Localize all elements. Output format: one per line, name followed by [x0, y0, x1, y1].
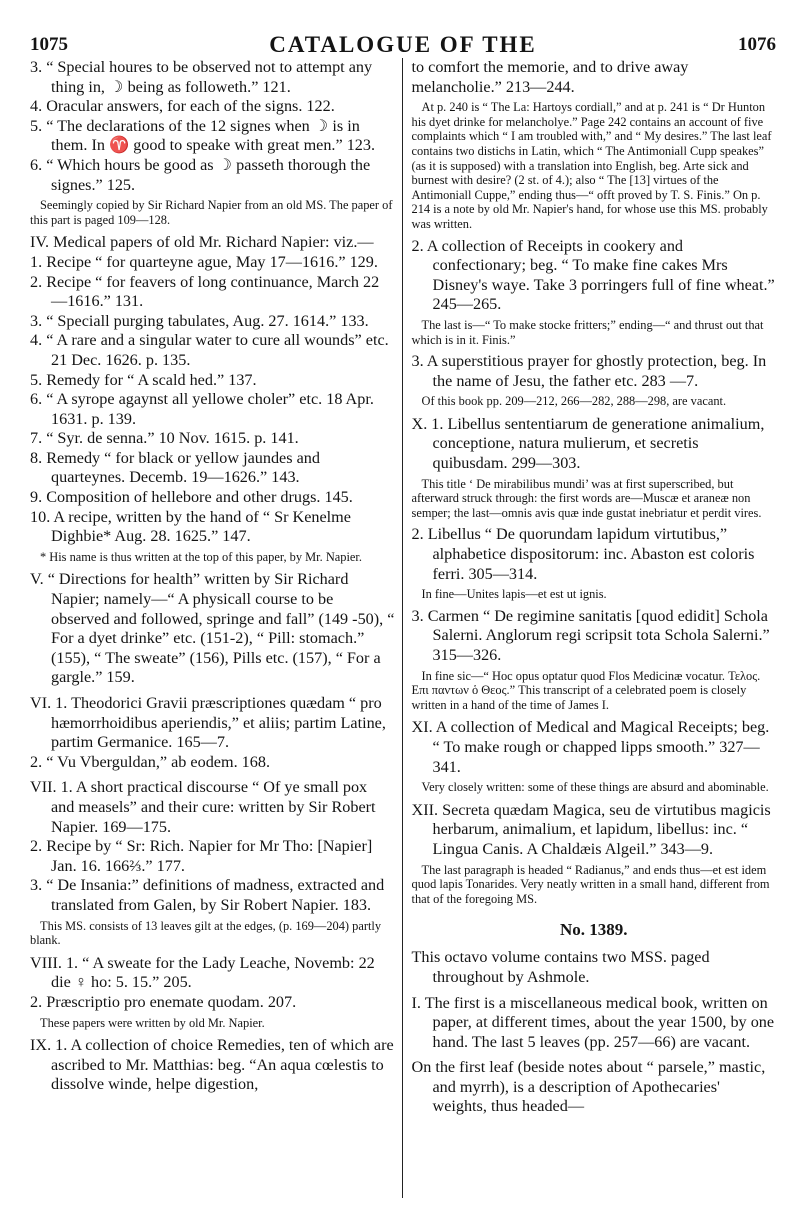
entry: 2. Recipe “ for feavers of long continuance, March 22—1616.” 131. [30, 272, 380, 311]
entry: 9. Composition of hellebore and other drugs. 145. [30, 488, 353, 507]
note: In fine sic—“ Hoc opus optatur quod Flos Medicinæ vocatur. Τελος. Επι παντων ὁ Θεος.” This transcript of a celebrated poem is closely written in a hand of the time of James I. [411, 668, 761, 712]
entry: On the first leaf (beside notes about “ parsele,” mastic, and myrrh), is a description of Apothecaries' weights, thus headed— [411, 1058, 766, 1116]
entry: 2. Libellus “ De quorundam lapidum virtutibus,” alphabetice dispositorum: inc. Abaston est coloris ferri. 305—314. [411, 525, 755, 583]
left-page-number: 1075 [30, 34, 68, 55]
note: This MS. consists of 13 leaves gilt at the edges, (p. 169—204) partly blank. [30, 918, 382, 948]
entry: 10. A recipe, written by the hand of “ Sr Kenelme Dighbie* Aug. 28. 1625.” 147. [30, 507, 351, 546]
manuscript-number-heading: No. 1389. [559, 920, 628, 940]
entry: 8. Remedy “ for black or yellow jaundes and quarteynes. Decemb. 19—1626.” 143. [30, 448, 320, 487]
right-page-number: 1076 [738, 34, 776, 55]
note: The last paragraph is headed “ Radianus,” and ends thus—et est idem quod lapis Tonarides. Very neatly written in a small hand, different from that of the foregoing MS. [411, 862, 770, 906]
entry: 5. Remedy for “ A scald hed.” 137. [30, 370, 257, 389]
entry: 3. Carmen “ De regimine sanitatis [quod edidit] Schola Salerni. Anglorum regi scripsit tota Schola Salerni.” 315—326. [411, 606, 770, 664]
entry: 1. Recipe “ for quarteyne ague, May 17—1616.” 129. [30, 252, 378, 271]
section-heading: IV. Medical papers of old Mr. Richard Napier: viz.— [30, 233, 374, 252]
note: These papers were written by old Mr. Napier. [40, 1015, 265, 1030]
entry: 4. Oracular answers, for each of the signs. 122. [30, 97, 335, 116]
entry: 7. “ Syr. de senna.” 10 Nov. 1615. p. 141. [30, 429, 299, 448]
note: Very closely written: some of these things are absurd and abominable. [421, 780, 769, 795]
note: Of this book pp. 209—212, 266—282, 288—298, are vacant. [421, 394, 727, 409]
entry: 3. “ Special houres to be observed not to attempt any thing in, ☽ being as followeth.” 121. [30, 58, 373, 96]
entry: 2. Recipe by “ Sr: Rich. Napier for Mr Tho: [Napier] Jan. 16. 166⅔.” 177. [30, 837, 373, 875]
note: At p. 240 is “ The La: Hartoys cordiall,” and at p. 241 is “ Dr Hunton his dyet drinke for melancholye.” Page 242 contains an account of five complaints which “ I am troubled with,” and “ My desires.” The last leaf contains two distichs in Latin, which “ The Antimoniall Cupp speakes” (as it is supposed) with a translation into English, beg. Arte sick and burnest with desire? (2 st. of 4.); also “ The [13] virtues of the Antimoniall Cuppe,” ending thus—“ offt proved by T. S. Finis.” On p. 214 is a note by old Mr. Napier's hand, for whose use this MS. probably was written. [411, 100, 772, 231]
section-heading: V. “ Directions for health” written by Sir Richard Napier; namely—“ A physicall course to be observed and followed, springe and fall” (149 -50), “ For a dyet drinke” etc. (151-2), “ Pill: stomach.” (155), “ The sweate” (156), Pills etc. (157), “ For a gargle.” 159. [30, 570, 395, 687]
note: In fine—Unites lapis—et est ut ignis. [421, 587, 607, 602]
entry: 2. A collection of Receipts in cookery and confectionary; beg. “ To make fine cakes Mrs Disney's waye. Take 3 porringers full of fine wheat.” 245—265. [411, 236, 775, 314]
note: The last is—“ To make stocke fritters;” ending—“ and thrust out that which is in it. Finis.” [411, 317, 764, 347]
footnote: * His name is thus written at the top of this paper, by Mr. Napier. [40, 549, 362, 564]
running-title: CATALOGUE OF THE [269, 32, 537, 57]
right-column [403, 58, 777, 1198]
entry: 6. “ A syrope agaynst all yellowe choler” etc. 18 Apr. 1631. p. 139. [30, 390, 374, 428]
entry: This octavo volume contains two MSS. paged throughout by Ashmole. [411, 948, 710, 986]
entry: 6. “ Which hours be good as ☽ passeth thorough the signes.” 125. [30, 155, 371, 194]
two-column-body [30, 58, 776, 1198]
section-heading: XI. A collection of Medical and Magical Receipts; beg. “ To make rough or chapped lipps smooth.” 327—341. [411, 718, 770, 776]
entry-continuation: to comfort the memorie, and to drive away melancholie.” 213—244. [411, 58, 689, 96]
entry: 2. Præscriptio pro enemate quodam. 207. [30, 992, 297, 1011]
section-heading: XII. Secreta quædam Magica, seu de virtutibus magicis herbarum, animalium, et lapidum, libellus: inc. “ Lingua Canis. A Chaldæis Algeil.” 343—9. [411, 800, 771, 858]
section-heading: VI. 1. Theodorici Gravii præscriptiones quædam “ pro hæmorrhoidibus aperiendis,” et aliis; partim Latine, partim Germanice. 165—7. [30, 694, 386, 752]
entry: 5. “ The declarations of the 12 signes when ☽ is in them. In ♈ good to speake with great men.” 123. [30, 116, 376, 155]
entry: 3. A superstitious prayer for ghostly protection, beg. In the name of Jesu, the father etc. 283 —7. [411, 352, 767, 390]
entry: 3. “ Speciall purging tabulates, Aug. 27. 1614.” 133. [30, 311, 369, 330]
section-heading: X. 1. Libellus sententiarum de generatione animalium, conceptione, natura mulierum, et secretis quibusdam. 299—303. [411, 414, 765, 473]
section-heading: IX. 1. A collection of choice Remedies, ten of which are ascribed to Mr. Matthias: beg. “An aqua cœlestis to dissolve winde, helpe digestion, [30, 1036, 394, 1094]
note: Seemingly copied by Sir Richard Napier from an old MS. The paper of this part is paged 109—128. [30, 198, 393, 227]
entry: I. The first is a miscellaneous medical book, written on paper, at different times, about the year 1500, by one hand. The last 5 leaves (pp. 257—66) are vacant. [411, 993, 775, 1051]
section-heading: VIII. 1. “ A sweate for the Lady Leache, Novemb: 22 die ♀ ho: 5. 15.” 205. [30, 953, 375, 992]
entry: 4. “ A rare and a singular water to cure all wounds” etc. 21 Dec. 1626. p. 135. [30, 331, 389, 369]
note: This title ‘ De mirabilibus mundi’ was at first superscribed, but afterward struck through: the first words are—Muscæ et araneæ non semper; the last—omnis avis quæ inde gustat inebriatur et perdit vires. [411, 476, 762, 520]
section-heading: VII. 1. A short practical discourse “ Of ye small pox and measels” and their cure: written by Sir Robert Napier. 169—175. [30, 778, 376, 836]
running-header [30, 0, 776, 58]
left-column [30, 58, 402, 1198]
entry: 3. “ De Insania:” definitions of madness, extracted and translated from Galen, by Sir Robert Napier. 183. [30, 876, 385, 914]
entry: 2. “ Vu Vberguldan,” ab eodem. 168. [30, 752, 270, 771]
